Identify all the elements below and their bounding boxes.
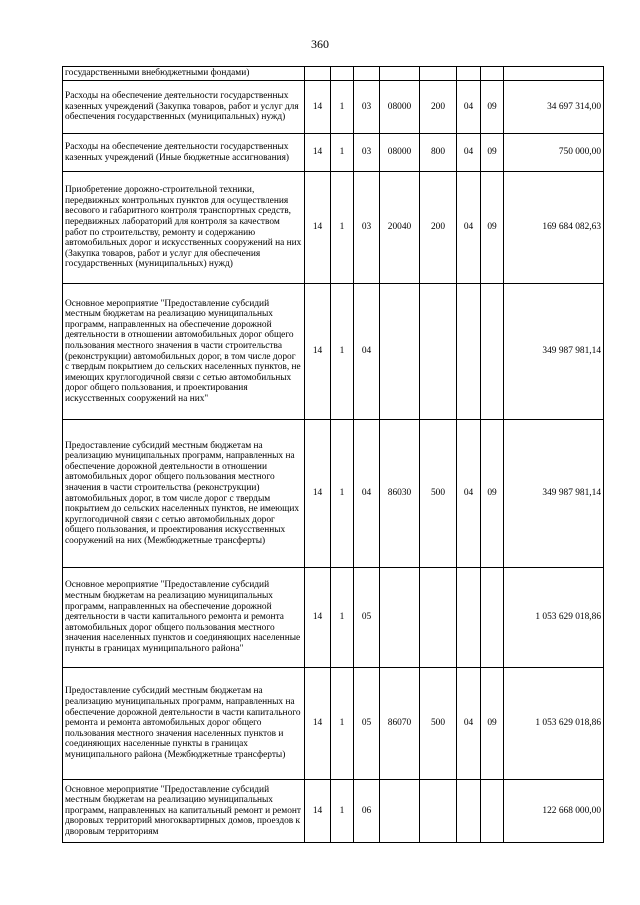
table-row — [63, 780, 604, 843]
code-direction — [380, 67, 420, 81]
code-subsection: 09 — [481, 81, 504, 134]
code-direction — [380, 568, 420, 668]
amount: 122 668 000,00 — [504, 780, 604, 843]
code-subsection — [481, 67, 504, 81]
code-chapter: 14 — [305, 420, 331, 568]
code-subprogram: 1 — [331, 780, 354, 843]
row-description: Основное мероприятие "Предоставление субсидий местным бюджетам на реализацию муниципальных программ, направленных на обеспечение дорожной деятельности в отношении автомобильных дорог общего пользования местного значения в части строительства (реконструкции) автомобильных дорог, в том числе дорог с твердым покрытием до сельских населенных пунктов, не имеющих круглогодичной связи с сетью автомобильных дорог общего пользования, и проектирования искусственных сооружений на них" — [63, 284, 305, 420]
row-description: государственными внебюджетными фондами) — [63, 67, 305, 81]
table-row — [63, 420, 604, 568]
code-subsection — [481, 284, 504, 420]
code-chapter — [305, 67, 331, 81]
code-section — [457, 284, 481, 420]
code-subprogram: 1 — [331, 668, 354, 780]
code-section: 04 — [457, 420, 481, 568]
row-description: Предоставление субсидий местным бюджетам на реализацию муниципальных программ, направленных на обеспечение дорожной деятельности в части капитального ремонта и ремонта автомобильных дорог общего пользования местного значения населенных пунктов и соединяющих населенные пункты в границах муниципального района (Межбюджетные трансферты) — [63, 668, 305, 780]
code-chapter: 14 — [305, 568, 331, 668]
code-event: 05 — [354, 668, 380, 780]
page-number: 360 — [311, 37, 329, 51]
code-expense-type — [420, 284, 457, 420]
code-expense-type: 800 — [420, 134, 457, 172]
code-subprogram — [331, 67, 354, 81]
amount: 1 053 629 018,86 — [504, 568, 604, 668]
code-chapter: 14 — [305, 134, 331, 172]
code-event: 04 — [354, 420, 380, 568]
code-section — [457, 568, 481, 668]
code-direction: 20040 — [380, 172, 420, 284]
amount: 750 000,00 — [504, 134, 604, 172]
code-direction: 08000 — [380, 134, 420, 172]
row-description: Предоставление субсидий местным бюджетам на реализацию муниципальных программ, направленных на обеспечение дорожной деятельности в отношении автомобильных дорог общего пользования местного значения в части строительства (реконструкции) автомобильных дорог, в том числе дорог с твердым покрытием до сельских населенных пунктов, не имеющих круглогодичной связи с сетью автомобильных дорог общего пользования, и проектирования искусственных сооружений на них (Межбюджетные трансферты) — [63, 420, 305, 568]
table-row — [63, 172, 604, 284]
code-direction — [380, 780, 420, 843]
table-row — [63, 81, 604, 134]
code-expense-type: 500 — [420, 420, 457, 568]
amount: 1 053 629 018,86 — [504, 668, 604, 780]
budget-table — [62, 66, 604, 843]
code-event: 03 — [354, 134, 380, 172]
code-event: 05 — [354, 568, 380, 668]
code-subprogram: 1 — [331, 172, 354, 284]
code-expense-type: 200 — [420, 172, 457, 284]
code-subsection: 09 — [481, 668, 504, 780]
code-chapter: 14 — [305, 780, 331, 843]
row-description: Основное мероприятие "Предоставление субсидий местным бюджетам на реализацию муниципальных программ, направленных на капитальный ремонт и ремонт дворовых территорий многоквартирных домов, проездов к дворовым территориям — [63, 780, 305, 843]
row-description: Основное мероприятие "Предоставление субсидий местным бюджетам на реализацию муниципальных программ, направленных на обеспечение дорожной деятельности в части капитального ремонта и ремонта автомобильных дорог общего пользования местного значения населенных пунктов и соединяющих населенные пункты в границах муниципального района" — [63, 568, 305, 668]
table-row — [63, 568, 604, 668]
code-event: 03 — [354, 81, 380, 134]
code-subprogram: 1 — [331, 81, 354, 134]
code-subprogram: 1 — [331, 420, 354, 568]
table-row — [63, 134, 604, 172]
code-event — [354, 67, 380, 81]
code-subsection — [481, 568, 504, 668]
amount: 349 987 981,14 — [504, 284, 604, 420]
code-subsection: 09 — [481, 420, 504, 568]
code-subsection: 09 — [481, 134, 504, 172]
row-description: Расходы на обеспечение деятельности государственных казенных учреждений (Иные бюджетные ассигнования) — [63, 134, 305, 172]
code-section: 04 — [457, 668, 481, 780]
code-expense-type — [420, 67, 457, 81]
code-section — [457, 67, 481, 81]
code-chapter: 14 — [305, 668, 331, 780]
row-description: Расходы на обеспечение деятельности государственных казенных учреждений (Закупка товаров, работ и услуг для обеспечения государственных (муниципальных) нужд) — [63, 81, 305, 134]
code-direction — [380, 284, 420, 420]
code-expense-type: 200 — [420, 81, 457, 134]
code-subsection — [481, 780, 504, 843]
code-expense-type — [420, 568, 457, 668]
row-description: Приобретение дорожно-строительной техники, передвижных контрольных пунктов для осуществления весового и габаритного контроля транспортных средств, передвижных лабораторий для контроля за качеством работ по строительству, ремонту и содержанию автомобильных дорог и искусственных сооружений на них (Закупка товаров, работ и услуг для обеспечения государственных (муниципальных) нужд) — [63, 172, 305, 284]
code-subprogram: 1 — [331, 568, 354, 668]
table-row — [63, 284, 604, 420]
table-row — [63, 668, 604, 780]
code-section: 04 — [457, 81, 481, 134]
code-direction: 86030 — [380, 420, 420, 568]
code-direction: 08000 — [380, 81, 420, 134]
code-expense-type — [420, 780, 457, 843]
code-chapter: 14 — [305, 284, 331, 420]
code-event: 03 — [354, 172, 380, 284]
code-subprogram: 1 — [331, 134, 354, 172]
table-row — [63, 67, 604, 81]
code-chapter: 14 — [305, 81, 331, 134]
code-section: 04 — [457, 172, 481, 284]
amount — [504, 67, 604, 81]
code-chapter: 14 — [305, 172, 331, 284]
code-event: 04 — [354, 284, 380, 420]
code-subprogram: 1 — [331, 284, 354, 420]
amount: 349 987 981,14 — [504, 420, 604, 568]
code-section: 04 — [457, 134, 481, 172]
code-section — [457, 780, 481, 843]
code-subsection: 09 — [481, 172, 504, 284]
code-expense-type: 500 — [420, 668, 457, 780]
code-event: 06 — [354, 780, 380, 843]
code-direction: 86070 — [380, 668, 420, 780]
amount: 169 684 082,63 — [504, 172, 604, 284]
amount: 34 697 314,00 — [504, 81, 604, 134]
